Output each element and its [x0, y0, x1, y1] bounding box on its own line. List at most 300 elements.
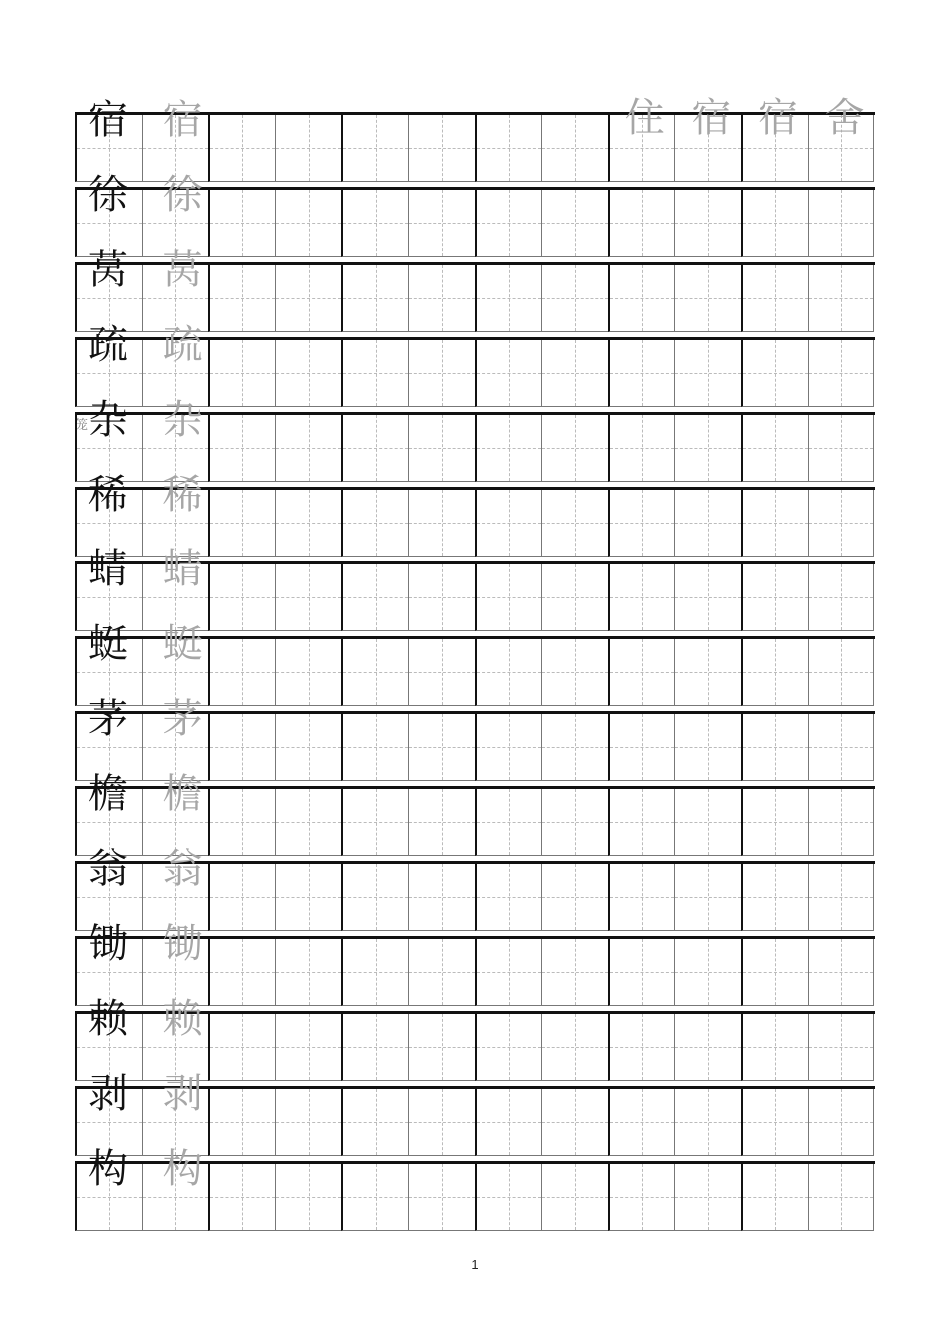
writing-cell: [275, 714, 342, 781]
writing-cell: [408, 714, 475, 781]
guide-line-horizontal: [343, 298, 408, 299]
page-number: 1: [471, 1257, 479, 1272]
guide-line-horizontal: [343, 672, 408, 673]
writing-cell: [808, 1089, 875, 1156]
guide-line-horizontal: [143, 148, 209, 149]
guide-line-horizontal: [477, 148, 542, 149]
writing-cell: [608, 1164, 675, 1231]
guide-line-horizontal: [610, 597, 675, 598]
writing-cell: [475, 564, 542, 631]
writing-cell: [475, 864, 542, 931]
guide-line-horizontal: [610, 523, 675, 524]
guide-line-horizontal: [809, 972, 874, 973]
writing-cell: [808, 1014, 875, 1081]
guide-line-horizontal: [809, 747, 874, 748]
guide-line-horizontal: [809, 1122, 874, 1123]
writing-cell: [674, 415, 741, 482]
guide-line-horizontal: [610, 897, 675, 898]
writing-cell: [674, 265, 741, 332]
guide-line-horizontal: [477, 1122, 542, 1123]
guide-line-horizontal: [210, 822, 275, 823]
guide-line-horizontal: [210, 448, 275, 449]
guide-line-horizontal: [809, 1047, 874, 1048]
guide-line-horizontal: [343, 373, 408, 374]
writing-cell: [208, 639, 275, 706]
writing-cell: [608, 714, 675, 781]
model-character: 徐: [88, 171, 128, 218]
guide-line-horizontal: [809, 1197, 874, 1198]
writing-cell: [475, 714, 542, 781]
writing-cell: [341, 1089, 408, 1156]
guide-line-horizontal: [276, 1047, 342, 1048]
guide-line-horizontal: [343, 747, 408, 748]
guide-line-horizontal: [477, 373, 542, 374]
guide-line-horizontal: [542, 523, 608, 524]
header-word-character: 宿: [691, 95, 732, 141]
guide-line-horizontal: [675, 223, 741, 224]
guide-line-horizontal: [743, 747, 808, 748]
guide-line-horizontal: [743, 972, 808, 973]
writing-cell: [275, 115, 342, 182]
guide-line-horizontal: [210, 672, 275, 673]
writing-cell: [475, 490, 542, 557]
guide-line-horizontal: [675, 1047, 741, 1048]
guide-line-horizontal: [409, 747, 475, 748]
writing-cell: [475, 789, 542, 856]
model-character: 宿: [88, 97, 128, 143]
guide-line-horizontal: [77, 223, 142, 224]
writing-cell: [541, 939, 608, 1006]
writing-cell: [208, 115, 275, 182]
guide-line-horizontal: [343, 597, 408, 598]
writing-cell: [741, 789, 808, 856]
writing-cell: [808, 1164, 875, 1231]
guide-line-horizontal: [809, 373, 874, 374]
trace-character: 剥: [162, 1070, 203, 1117]
guide-line-horizontal: [809, 223, 874, 224]
guide-line-horizontal: [276, 373, 342, 374]
guide-line-horizontal: [743, 298, 808, 299]
guide-line-horizontal: [610, 223, 675, 224]
guide-line-horizontal: [276, 897, 342, 898]
trace-character: 疏: [162, 321, 203, 368]
guide-line-horizontal: [210, 972, 275, 973]
trace-character: 赖: [162, 995, 203, 1042]
guide-line-horizontal: [675, 897, 741, 898]
writing-cell: [674, 789, 741, 856]
model-character: 赖: [88, 995, 128, 1042]
guide-line-horizontal: [675, 747, 741, 748]
guide-line-horizontal: [276, 1122, 342, 1123]
writing-cell: [541, 714, 608, 781]
guide-line-horizontal: [542, 373, 608, 374]
guide-line-horizontal: [477, 597, 542, 598]
writing-cell: [275, 265, 342, 332]
writing-cell: [341, 939, 408, 1006]
guide-line-horizontal: [143, 597, 209, 598]
writing-cell: [674, 639, 741, 706]
trace-character: 翁: [162, 846, 203, 892]
guide-line-horizontal: [77, 1047, 142, 1048]
guide-line-horizontal: [542, 223, 608, 224]
guide-line-horizontal: [542, 822, 608, 823]
guide-line-horizontal: [143, 373, 209, 374]
guide-line-horizontal: [542, 1197, 608, 1198]
writing-cell: [741, 864, 808, 931]
guide-line-horizontal: [276, 523, 342, 524]
guide-line-horizontal: [143, 747, 209, 748]
writing-cell: [541, 864, 608, 931]
model-character: 杂: [88, 396, 128, 443]
writing-cell: [208, 564, 275, 631]
guide-line-horizontal: [409, 1047, 475, 1048]
model-character: 构: [88, 1145, 128, 1192]
writing-cell: [341, 789, 408, 856]
writing-cell: [275, 789, 342, 856]
writing-cell: [341, 714, 408, 781]
writing-cell: [341, 639, 408, 706]
writing-cell: [208, 265, 275, 332]
guide-line-horizontal: [610, 298, 675, 299]
guide-line-horizontal: [276, 223, 342, 224]
guide-line-horizontal: [477, 822, 542, 823]
guide-line-horizontal: [276, 747, 342, 748]
writing-cell: [408, 265, 475, 332]
writing-cell: [408, 340, 475, 407]
writing-cell: [608, 190, 675, 257]
model-character: 稀: [88, 471, 128, 518]
guide-line-horizontal: [675, 373, 741, 374]
guide-line-horizontal: [343, 523, 408, 524]
guide-line-horizontal: [675, 1197, 741, 1198]
header-word-character: 宿: [758, 95, 798, 141]
guide-line-horizontal: [409, 972, 475, 973]
header-word-character: 舍: [824, 95, 865, 141]
model-character: 檐: [88, 771, 128, 818]
guide-line-horizontal: [77, 822, 142, 823]
guide-line-horizontal: [143, 223, 209, 224]
guide-line-horizontal: [409, 448, 475, 449]
guide-line-horizontal: [743, 897, 808, 898]
guide-line-horizontal: [477, 897, 542, 898]
trace-character: 茅: [162, 696, 203, 743]
writing-cell: [541, 265, 608, 332]
writing-cell: [741, 415, 808, 482]
writing-cell: [341, 115, 408, 182]
guide-line-horizontal: [409, 298, 475, 299]
guide-line-horizontal: [809, 897, 874, 898]
writing-cell: [275, 939, 342, 1006]
writing-cell: [275, 639, 342, 706]
guide-line-horizontal: [743, 1047, 808, 1048]
guide-line-horizontal: [143, 1122, 209, 1123]
guide-line-horizontal: [409, 897, 475, 898]
guide-line-horizontal: [409, 523, 475, 524]
guide-line-horizontal: [542, 148, 608, 149]
writing-cell: [408, 115, 475, 182]
writing-cell: [208, 714, 275, 781]
guide-line-horizontal: [477, 672, 542, 673]
guide-line-horizontal: [276, 672, 342, 673]
trace-character: 檐: [162, 771, 203, 818]
writing-cell: [408, 1164, 475, 1231]
guide-line-horizontal: [610, 448, 675, 449]
guide-line-horizontal: [542, 597, 608, 598]
guide-line-horizontal: [77, 373, 142, 374]
guide-line-horizontal: [276, 298, 342, 299]
guide-line-horizontal: [77, 747, 142, 748]
guide-line-horizontal: [610, 1047, 675, 1048]
guide-line-horizontal: [77, 1122, 142, 1123]
writing-cell: [674, 714, 741, 781]
writing-cell: [408, 1014, 475, 1081]
guide-line-horizontal: [542, 448, 608, 449]
writing-cell: [541, 789, 608, 856]
writing-cell: [275, 490, 342, 557]
guide-line-horizontal: [743, 373, 808, 374]
guide-line-horizontal: [542, 897, 608, 898]
writing-cell: [608, 340, 675, 407]
writing-cell: [275, 564, 342, 631]
guide-line-horizontal: [542, 747, 608, 748]
guide-line-horizontal: [276, 448, 342, 449]
writing-cell: [408, 490, 475, 557]
guide-line-horizontal: [343, 1122, 408, 1123]
guide-line-horizontal: [610, 747, 675, 748]
writing-cell: [674, 1014, 741, 1081]
guide-line-horizontal: [610, 373, 675, 374]
stray-character: 笼: [75, 418, 89, 433]
writing-cell: [541, 115, 608, 182]
guide-line-horizontal: [675, 523, 741, 524]
guide-line-horizontal: [143, 897, 209, 898]
guide-line-horizontal: [343, 448, 408, 449]
writing-cell: [408, 415, 475, 482]
guide-line-horizontal: [675, 448, 741, 449]
writing-cell: [608, 1089, 675, 1156]
header-word-character: 住: [624, 95, 665, 141]
writing-cell: [408, 864, 475, 931]
guide-line-horizontal: [276, 597, 342, 598]
writing-cell: [608, 490, 675, 557]
trace-character: 徐: [162, 171, 203, 218]
guide-line-horizontal: [477, 523, 542, 524]
writing-cell: [674, 564, 741, 631]
guide-line-horizontal: [276, 1197, 342, 1198]
model-character: 莴: [88, 246, 128, 293]
writing-cell: [541, 1089, 608, 1156]
writing-cell: [608, 639, 675, 706]
model-character: 蜻: [88, 546, 128, 593]
trace-character: 锄: [162, 920, 203, 967]
guide-line-horizontal: [743, 597, 808, 598]
writing-cell: [408, 1089, 475, 1156]
writing-cell: [475, 340, 542, 407]
guide-line-horizontal: [542, 1047, 608, 1048]
writing-cell: [741, 1164, 808, 1231]
guide-line-horizontal: [409, 223, 475, 224]
writing-cell: [475, 1014, 542, 1081]
writing-cell: [741, 1089, 808, 1156]
writing-cell: [208, 1164, 275, 1231]
writing-cell: [608, 1014, 675, 1081]
guide-line-horizontal: [809, 148, 874, 149]
writing-cell: [741, 639, 808, 706]
guide-line-horizontal: [809, 822, 874, 823]
writing-cell: [408, 939, 475, 1006]
guide-line-horizontal: [610, 1122, 675, 1123]
writing-cell: [741, 490, 808, 557]
guide-line-horizontal: [409, 148, 475, 149]
writing-cell: [808, 340, 875, 407]
guide-line-horizontal: [610, 672, 675, 673]
writing-cell: [741, 714, 808, 781]
writing-cell: [741, 265, 808, 332]
writing-cell: [408, 564, 475, 631]
guide-line-horizontal: [809, 672, 874, 673]
guide-line-horizontal: [477, 747, 542, 748]
writing-cell: [808, 415, 875, 482]
writing-cell: [408, 639, 475, 706]
writing-cell: [808, 190, 875, 257]
guide-line-horizontal: [343, 148, 408, 149]
writing-cell: [341, 564, 408, 631]
guide-line-horizontal: [210, 1047, 275, 1048]
writing-cell: [541, 1164, 608, 1231]
guide-line-horizontal: [610, 1197, 675, 1198]
guide-line-horizontal: [143, 672, 209, 673]
guide-line-horizontal: [343, 972, 408, 973]
model-character: 疏: [88, 321, 128, 368]
writing-cell: [275, 190, 342, 257]
writing-cell: [208, 490, 275, 557]
guide-line-horizontal: [477, 972, 542, 973]
guide-line-horizontal: [77, 897, 142, 898]
writing-cell: [208, 190, 275, 257]
writing-cell: [808, 939, 875, 1006]
writing-cell: [275, 864, 342, 931]
writing-cell: [275, 1164, 342, 1231]
guide-line-horizontal: [409, 373, 475, 374]
writing-cell: [608, 564, 675, 631]
trace-character: 构: [162, 1145, 203, 1192]
guide-line-horizontal: [409, 597, 475, 598]
writing-cell: [208, 1014, 275, 1081]
guide-line-horizontal: [143, 972, 209, 973]
writing-cell: [208, 939, 275, 1006]
guide-line-horizontal: [610, 822, 675, 823]
model-character: 蜓: [88, 621, 128, 668]
writing-cell: [674, 1089, 741, 1156]
guide-line-horizontal: [743, 148, 808, 149]
guide-line-horizontal: [675, 672, 741, 673]
guide-line-horizontal: [143, 448, 209, 449]
guide-line-horizontal: [675, 1122, 741, 1123]
guide-line-horizontal: [276, 148, 342, 149]
writing-cell: [475, 415, 542, 482]
writing-cell: [808, 490, 875, 557]
writing-cell: [208, 789, 275, 856]
trace-character: 宿: [162, 97, 203, 143]
trace-character: 蜻: [162, 546, 203, 593]
guide-line-horizontal: [343, 897, 408, 898]
guide-line-horizontal: [210, 523, 275, 524]
guide-line-horizontal: [210, 597, 275, 598]
guide-line-horizontal: [77, 448, 142, 449]
guide-line-horizontal: [210, 747, 275, 748]
writing-cell: [475, 190, 542, 257]
writing-cell: [808, 639, 875, 706]
writing-cell: [475, 939, 542, 1006]
guide-line-horizontal: [210, 897, 275, 898]
writing-cell: [408, 789, 475, 856]
writing-cell: [275, 340, 342, 407]
writing-cell: [741, 1014, 808, 1081]
guide-line-horizontal: [477, 1047, 542, 1048]
guide-line-horizontal: [743, 1197, 808, 1198]
writing-cell: [341, 415, 408, 482]
writing-cell: [341, 265, 408, 332]
writing-cell: [208, 864, 275, 931]
writing-cell: [475, 1164, 542, 1231]
guide-line-horizontal: [675, 822, 741, 823]
guide-line-horizontal: [542, 672, 608, 673]
guide-line-horizontal: [542, 1122, 608, 1123]
writing-cell: [608, 789, 675, 856]
guide-line-horizontal: [610, 972, 675, 973]
guide-line-horizontal: [210, 1122, 275, 1123]
writing-cell: [741, 939, 808, 1006]
writing-cell: [608, 415, 675, 482]
writing-cell: [341, 340, 408, 407]
guide-line-horizontal: [809, 597, 874, 598]
writing-cell: [208, 415, 275, 482]
guide-line-horizontal: [675, 597, 741, 598]
guide-line-horizontal: [675, 972, 741, 973]
guide-line-horizontal: [77, 597, 142, 598]
guide-line-horizontal: [743, 523, 808, 524]
writing-cell: [674, 864, 741, 931]
guide-line-horizontal: [743, 1122, 808, 1123]
model-character: 茅: [88, 696, 128, 743]
guide-line-horizontal: [343, 223, 408, 224]
writing-cell: [674, 1164, 741, 1231]
writing-cell: [341, 864, 408, 931]
writing-cell: [741, 564, 808, 631]
guide-line-horizontal: [675, 298, 741, 299]
writing-cell: [674, 490, 741, 557]
writing-cell: [608, 864, 675, 931]
trace-character: 杂: [162, 396, 203, 443]
writing-cell: [275, 1014, 342, 1081]
guide-line-horizontal: [477, 223, 542, 224]
guide-line-horizontal: [343, 1197, 408, 1198]
guide-line-horizontal: [210, 1197, 275, 1198]
writing-cell: [541, 190, 608, 257]
guide-line-horizontal: [77, 672, 142, 673]
guide-line-horizontal: [409, 822, 475, 823]
writing-cell: [541, 415, 608, 482]
writing-cell: [674, 190, 741, 257]
writing-cell: [808, 265, 875, 332]
guide-line-horizontal: [143, 298, 209, 299]
guide-line-horizontal: [343, 822, 408, 823]
guide-line-horizontal: [809, 448, 874, 449]
writing-cell: [475, 1089, 542, 1156]
guide-line-horizontal: [542, 972, 608, 973]
guide-line-horizontal: [409, 1197, 475, 1198]
guide-line-horizontal: [409, 672, 475, 673]
